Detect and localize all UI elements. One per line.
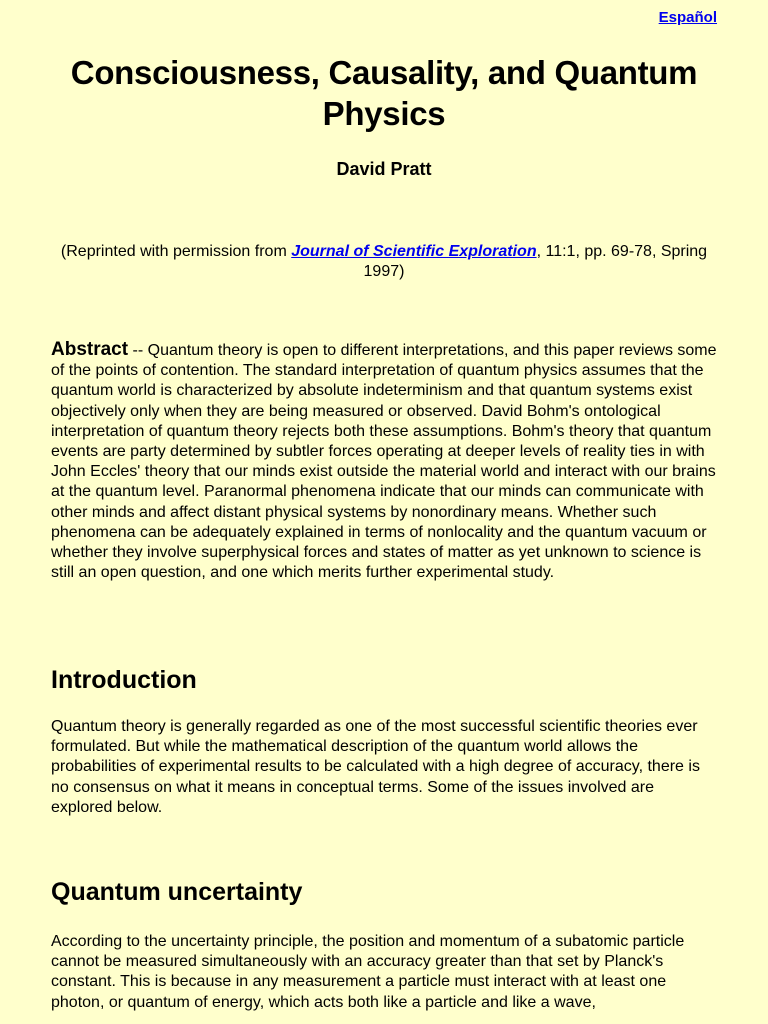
quantum-uncertainty-paragraph: According to the uncertainty principle, the position and momentum of a subatomic particle cannot be measured simultaneously with an accuracy greater than that set by Planck's constant. This is because in any measurement a particle must interact with at least one photon, or quantum of energy, which acts both like a particle and like a wave,	[51, 933, 685, 1011]
abstract-text: -- Quantum theory is open to different interpretations, and this paper reviews some of the points of contention. The standard interpretation of quantum physics assumes that the quantum world is characterized by absolute indeterminism and that quantum systems exist objectively only when they are being measured or observed. David Bohm's ontological interpretation of quantum theory rejects both these assumptions. Bohm's theory that quantum events are party determined by subtler forces operating at deeper levels of reality ties in with John Eccles' theory that our minds exist outside the material world and interact with our brains at the quantum level. Paranormal phenomena indicate that our minds can communicate with other minds and affect distant physical systems by nonordinary means. Whether such phenomena can be adequately explained in terms of nonlocality and the quantum vacuum or whether they involve superphysical forces and states of matter as yet unknown to science is still an open question, and one which merits further experimental study.	[51, 342, 717, 582]
journal-link[interactable]: Journal of Scientific Exploration	[291, 243, 537, 260]
section-heading-quantum-uncertainty: Quantum uncertainty	[51, 878, 303, 906]
espanol-link[interactable]: Español	[658, 9, 717, 26]
section-heading-introduction: Introduction	[51, 666, 197, 694]
author-name: David Pratt	[336, 159, 432, 179]
introduction-paragraph: Quantum theory is generally regarded as one of the most successful scientific theories ever formulated. But while the mathematical description of the quantum world allows the probabilities of experimental results to be calculated with a high degree of accuracy, there is no consensus on what it means in conceptual terms. Some of the issues involved are explored below.	[51, 718, 700, 816]
reprint-note	[51, 242, 717, 282]
reprint-prefix: (Reprinted with permission from	[60, 243, 292, 260]
reprint-suffix: , 11:1, pp. 69-78, Spring 1997)	[363, 243, 708, 280]
abstract-label: Abstract	[51, 339, 129, 360]
page-title: Consciousness, Causality, and Quantum Physics	[70, 54, 698, 132]
abstract-paragraph	[51, 340, 717, 583]
